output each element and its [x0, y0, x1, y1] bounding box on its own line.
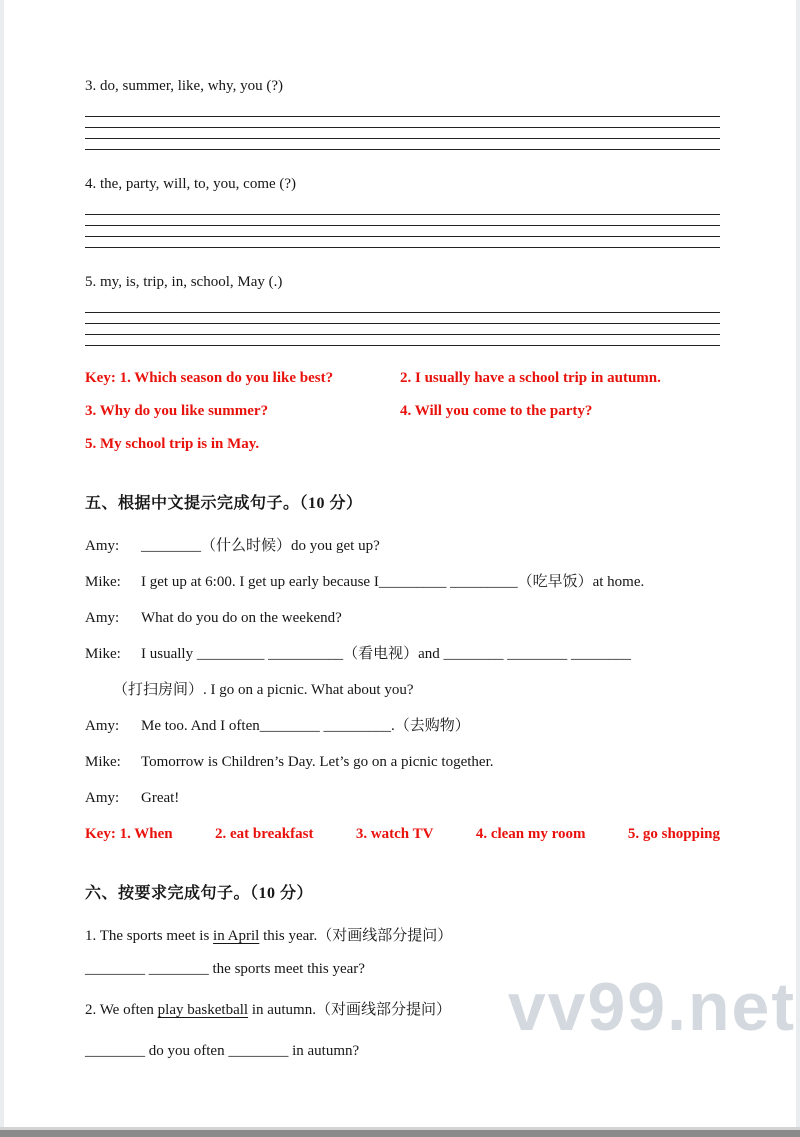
- unscramble-question-5: 5. my, is, trip, in, school, May (.): [85, 274, 283, 290]
- dialogue-row: [85, 644, 720, 664]
- writing-lines-group-1: [85, 106, 720, 150]
- dialogue-text: Me too. And I often________ _________.（去购物）: [141, 718, 470, 734]
- key-item-4: 4. clean my room: [475, 826, 586, 842]
- underlined-phrase: in April: [213, 928, 260, 944]
- dialogue-speaker: Mike:: [85, 646, 121, 662]
- writing-lines-group-3: [85, 302, 720, 346]
- section5-heading: 五、根据中文提示完成句子。（10 分）: [85, 495, 363, 512]
- writing-line: [85, 313, 720, 324]
- dialogue-text: What do you do on the weekend?: [141, 610, 342, 626]
- section6-answer-line-2: ________ do you often ________ in autumn?: [85, 1043, 360, 1059]
- section6-question-2: [85, 1000, 720, 1020]
- dialogue-speaker: Mike:: [85, 574, 121, 590]
- section6-answer-line-1: ________ ________ the sports meet this year?: [85, 961, 365, 977]
- key-answer-5: 5. My school trip is in May.: [85, 436, 260, 452]
- writing-line: [85, 324, 720, 335]
- dialogue-speaker: Amy:: [85, 718, 120, 734]
- writing-line: [85, 237, 720, 248]
- question-text-post: this year.（对画线部分提问）: [259, 928, 453, 944]
- dialogue-row: [85, 536, 720, 556]
- key-item-3: 3. watch TV: [355, 826, 434, 842]
- question-text-post: in autumn.（对画线部分提问）: [248, 1002, 451, 1018]
- key-row: [85, 368, 720, 388]
- writing-line: [85, 139, 720, 150]
- question-text-pre: 2. We often: [85, 1002, 158, 1018]
- dialogue-speaker: Amy:: [85, 538, 120, 554]
- writing-line: [85, 302, 720, 313]
- key-row: [85, 434, 720, 454]
- key-item-1: Key: 1. When: [85, 826, 173, 842]
- dialogue-speaker: Amy:: [85, 790, 120, 806]
- key-answer-3: 3. Why do you like summer?: [85, 403, 269, 419]
- page-right-edge: [796, 0, 800, 1127]
- dialogue-text: ________（什么时候）do you get up?: [141, 538, 380, 554]
- key-item-2: 2. eat breakfast: [215, 826, 314, 842]
- dialogue-text: I get up at 6:00. I get up early because I_________ _________（吃早饭）at home.: [141, 574, 645, 590]
- unscramble-question-3: 3. do, summer, like, why, you (?): [85, 78, 283, 94]
- section6-heading: 六、按要求完成句子。（10 分）: [85, 885, 314, 902]
- writing-lines-group-2: [85, 204, 720, 248]
- unscramble-answer-key: [85, 368, 720, 454]
- dialogue-row-continuation: [85, 680, 720, 700]
- writing-line: [85, 226, 720, 237]
- watermark-text: vv99.net: [507, 969, 796, 1045]
- unscramble-question-4: 4. the, party, will, to, you, come (?): [85, 176, 297, 192]
- key-answer-4: 4. Will you come to the party?: [400, 403, 593, 419]
- dialogue-speaker: Amy:: [85, 610, 120, 626]
- dialogue-row: [85, 788, 720, 808]
- section6-questions: [85, 926, 720, 1061]
- section5-dialogue: [85, 536, 720, 808]
- key-row: [85, 401, 720, 421]
- dialogue-row: [85, 716, 720, 736]
- writing-line: [85, 204, 720, 215]
- dialogue-row: [85, 608, 720, 628]
- writing-line: [85, 117, 720, 128]
- dialogue-text: I usually _________ __________（看电视）and ________ ________ ________: [141, 646, 631, 662]
- key-answer-1: Key: 1. Which season do you like best?: [85, 370, 334, 386]
- underlined-phrase: play basketball: [157, 1002, 249, 1018]
- writing-line: [85, 128, 720, 139]
- dialogue-text: （打扫房间）. I go on a picnic. What about you?: [113, 682, 414, 698]
- writing-line: [85, 106, 720, 117]
- section6-question-1: [85, 926, 720, 946]
- page-bottom-bar: [0, 1127, 800, 1137]
- dialogue-text: Great!: [141, 790, 180, 806]
- question-text-pre: 1. The sports meet is: [85, 928, 214, 944]
- section5-answer-key: [85, 824, 720, 844]
- key-answer-2: 2. I usually have a school trip in autumn.: [400, 370, 661, 386]
- dialogue-row: [85, 572, 720, 592]
- writing-line: [85, 215, 720, 226]
- key-item-5: 5. go shopping: [627, 826, 720, 842]
- dialogue-speaker: Mike:: [85, 754, 121, 770]
- dialogue-text: Tomorrow is Children’s Day. Let’s go on a picnic together.: [141, 754, 494, 770]
- dialogue-row: [85, 752, 720, 772]
- writing-line: [85, 335, 720, 346]
- page-left-edge: [0, 0, 4, 1127]
- worksheet-content: [85, 76, 720, 1074]
